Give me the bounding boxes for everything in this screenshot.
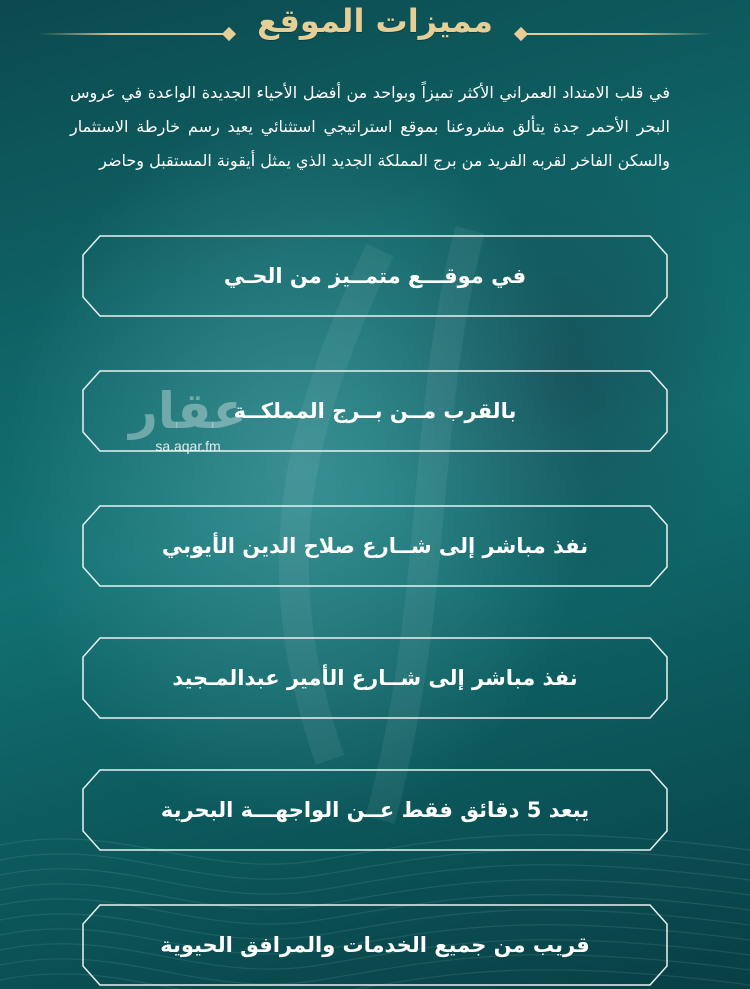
intro-paragraph: في قلب الامتداد العمراني الأكثر تميزاً وبواحد من أفضل الأحياء الجديدة الواعدة في عروس البحر الأحمر جدة يتألق مشروعنا بموقع استراتيجي استثنائي يعيد رسم خارطة الاستثمار والسكن الفاخر لقربه الفريد من برج المملكة الجديد الذي يمثل أيقونة المستقبل وحاضر <box>70 83 670 170</box>
page-title: مميزات الموقع <box>257 2 493 40</box>
feature-item-waterfront <box>82 769 668 851</box>
feature-label: في موقـــع متمــيز من الحـي <box>223 264 527 288</box>
title-divider-right <box>524 33 712 35</box>
feature-item-prince-abdulmajeed-street <box>82 637 668 719</box>
header <box>0 0 750 52</box>
watermark-logo: عقار <box>129 382 247 440</box>
feature-item-salahuddin-street <box>82 505 668 587</box>
feature-label: قريب من جميع الخدمات والمرافق الحيوية <box>160 933 590 957</box>
feature-label: نفذ مباشر إلى شــارع صلاح الدين الأيوبي <box>161 534 589 558</box>
feature-item-kingdom-tower <box>82 370 668 452</box>
feature-label: يبعد 5 دقائق فقط عــن الواجهـــة البحرية <box>160 798 590 822</box>
feature-label: بالقرب مــن بــرج المملكــة <box>233 399 517 423</box>
watermark-url: sa.aqar.fm <box>155 438 221 454</box>
feature-item-services <box>82 904 668 986</box>
feature-item-prime-location <box>82 235 668 317</box>
feature-label: نفذ مباشر إلى شــارع الأمير عبدالمـجيد <box>172 666 578 690</box>
